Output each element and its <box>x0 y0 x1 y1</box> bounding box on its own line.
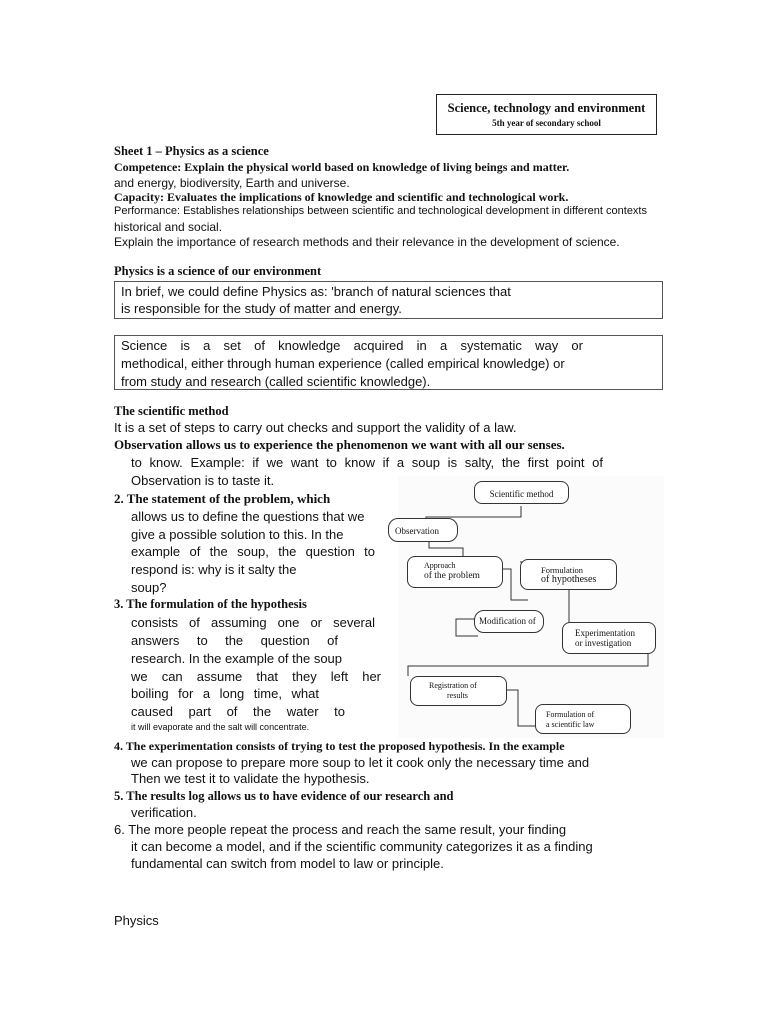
section-heading-method: The scientific method <box>114 404 229 418</box>
point3-line-5: boiling for a long time, what <box>131 686 319 701</box>
point5-bold: 5. The results log allows us to have evidence of our research and <box>114 789 454 803</box>
point2-line-4: respond is: why is it salty the <box>131 562 297 577</box>
performance-text-1: Performance: Establishes relationships between scientific and technological development in different contexts <box>114 205 647 217</box>
point3-bold: 3. The formulation of the hypothesis <box>114 597 307 611</box>
point4-line-2: Then we test it to validate the hypothesis. <box>131 771 370 786</box>
node-experimentation-line-1: Experimentation <box>575 628 635 638</box>
point3-line-1: consists of assuming one or several <box>131 615 375 630</box>
node-formulation-line-2: of hypotheses <box>541 574 597 585</box>
node-registration-line-2: results <box>447 691 468 700</box>
node-formulation-line-1: Formulation <box>541 565 584 575</box>
node-experimentation-line-2: or investigation <box>575 638 632 648</box>
header-title: Science, technology and environment <box>447 101 646 115</box>
point3-line-7: it will evaporate and the salt will concentrate. <box>131 722 310 732</box>
point5-line-1: verification. <box>131 805 197 820</box>
scientific-method-diagram <box>395 476 664 738</box>
observation-line-2: to know. Example: if we want to know if a soup is salty, the first point of <box>131 455 603 470</box>
point6-line-0: 6. The more people repeat the process and reach the same result, your finding <box>114 822 567 837</box>
definition-box-physics <box>114 281 663 319</box>
node-scientific-law <box>535 704 631 734</box>
point3-line-4: we can assume that they left her <box>131 669 381 684</box>
node-registration <box>410 676 507 706</box>
science-line-2: methodical, either through human experience (called empirical knowledge) or <box>121 356 565 371</box>
point2-line-3: example of the soup, the question to <box>131 544 375 559</box>
node-law-line-2: a scientific law <box>546 720 595 729</box>
section-heading-physics: Physics is a science of our environment <box>114 264 322 278</box>
node-approach-line-1: Approach <box>424 561 456 570</box>
point4-line-1: we can propose to prepare more soup to let it cook only the necessary time and <box>131 755 590 770</box>
node-law-line-1: Formulation of <box>546 710 595 719</box>
competence-text: Competence: Explain the physical world based on knowledge of living beings and matter. <box>114 160 570 174</box>
sheet-title: Sheet 1 – Physics as a science <box>114 144 269 158</box>
method-intro: It is a set of steps to carry out checks and support the validity of a law. <box>114 420 517 435</box>
point6-line-2: fundamental can switch from model to law or principle. <box>131 856 444 871</box>
node-approach-line-2: of the problem <box>424 571 480 581</box>
point2-line-2: give a possible solution to this. In the <box>131 527 344 542</box>
point3-line-3: research. In the example of the soup <box>131 651 343 666</box>
header-title-box <box>436 94 657 135</box>
point3-line-2: answers to the question of <box>131 633 338 648</box>
competence-continuation: and energy, biodiversity, Earth and universe. <box>114 176 350 190</box>
node-scientific-method: Scientific method <box>474 481 569 504</box>
node-approach <box>407 556 503 588</box>
point2-line-1: allows us to define the questions that we <box>131 509 365 524</box>
definition-line-2: is responsible for the study of matter and energy. <box>121 301 402 316</box>
capacity-text: Capacity: Evaluates the implications of knowledge and scientific and technological work. <box>114 190 569 204</box>
node-observation: Observation <box>388 518 458 542</box>
observation-line-3: Observation is to taste it. <box>131 473 275 488</box>
definition-line-1: In brief, we could define Physics as: 'branch of natural sciences that <box>121 284 511 299</box>
performance-text-3: Explain the importance of research methods and their relevance in the development of science. <box>114 235 620 249</box>
point2-bold: 2. The statement of the problem, which <box>114 491 331 506</box>
performance-text-2: historical and social. <box>114 220 223 234</box>
observation-bold: Observation allows us to experience the phenomenon we want with all our senses. <box>114 437 565 452</box>
node-registration-line-1: Registration of <box>429 681 477 690</box>
point3-line-6: caused part of the water to <box>131 704 345 719</box>
science-line-3: from study and research (called scientific knowledge). <box>121 374 431 389</box>
definition-box-science <box>114 335 663 390</box>
node-modification: Modification of <box>474 610 544 633</box>
point4-bold: 4. The experimentation consists of trying to test the proposed hypothesis. In the example <box>114 739 565 753</box>
point6-line-1: it can become a model, and if the scientific community categorizes it as a finding <box>131 839 593 854</box>
node-experimentation <box>562 622 656 654</box>
science-line-1: Science is a set of knowledge acquired in a systematic way or <box>121 338 583 353</box>
header-subtitle: 5th year of secondary school <box>492 118 601 128</box>
node-formulation-hypotheses <box>520 559 617 590</box>
point2-line-5: soup? <box>131 580 167 595</box>
footer-label: Physics <box>114 913 159 928</box>
